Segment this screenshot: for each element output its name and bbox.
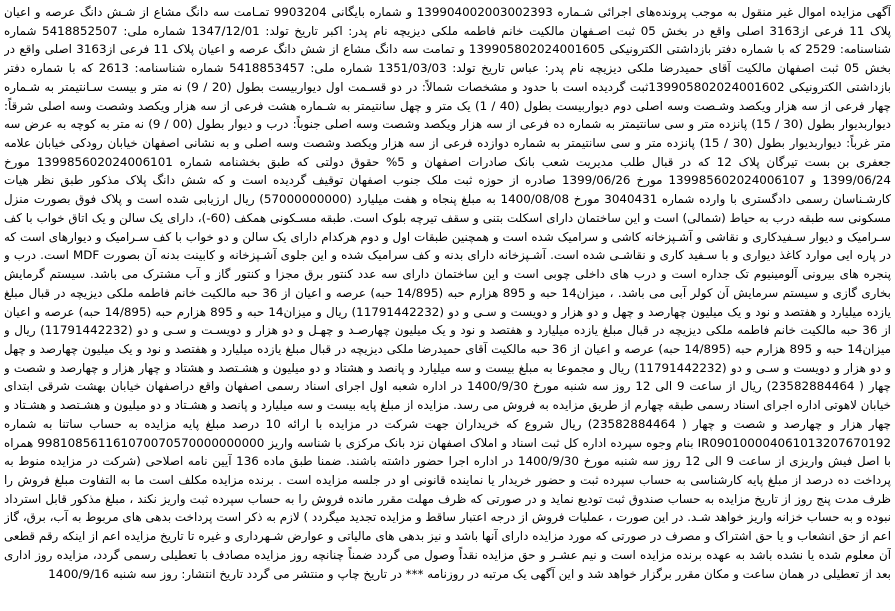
auction-notice-text: آگهی مزایده اموال غیر منقول به موجب پرونده‌های اجرائی شـماره 139904002003002393 و شماره بایگانی 9903204 تمـامت سه دانگ مشاع از شـش دانگ عرصه و اعیان پلاک 11 فرعی از3163 اصلی واقع در بخش 05 ثبت اصـفهان مالکیت خانم فاطمه ملکی دیزیچه نام پدر: اکبر تاریخ تولد: 1347/12/01 شماره ملی: 5418852507 شماره شناسنامه: 2529 که با شماره دفتر بازداشتی الکترونیکی 139905802024001605 و تمامت سه دانگ مشاع از شش دانگ عرصه و اعیان پلاک 11 فرعی از3163 اصلی واقع در بخش 05 ثبت اصفهان مالکیت آقای حمیدرضا ملکی دیزیچه نام پدر: عباس تاریخ تولد: 1351/03/03 شماره ملی: 5418853457 شماره شناسنامه: 2613 که با شماره دفتر بازداشتی الکترونیکی 139905802024001602ثبت گردیده است با حدود و مشخصات شمالاً: در دو قسـمت اول دیواربیست بطول (20 / 9) نه متر و بیست سـانتیمتر به شـماره چهار فرعی از سه هزار ویکصد وشـصت وسه اصلی دوم دیواربیست بطول (40 / 1) یک متر و چهل سانتیمتر به شـماره هشت فرعی از سه هزار ویکصد وشصت وسه اصلی شرقاً: دیواربدیوار بطول (30 / 15) پانزده متر و سی سانتیمتر به شماره ده فرعی از سه هزار ویکصد وشصت وسه اصلی جنوباً: درب و دیوار بطول (00 / 9) نه متر به کوچه به عرض سه متر غرباً: دیواربدیوار بطول (30 / 15) پانزده متر و سی سانتیمتر به شماره دوازده فرعی از سه هزار ویکصد وشصت وسه اصلی و به نشانی اصفهان خیابان رودکی خیابان علامه جعفری بن بست تیرگان پلاک 12 که در قبال طلب مدیریت شعب بانک صادرات اصفهان و 5% حقوق دولتی که طبق بخشنامه شماره 139985602024006101 مورخ 1399/06/24 و 139985602024006107 مورخ 1399/06/26 صادره از حوزه ثبت ملک جنوب اصفهان توقیف گردیده است و که شش دانگ پلاک مذکور طبق نظر هیات کارشـناسان رسمی دادگستری با وارده شماره 3040431 مورخ 1400/08/08 به مبلغ پنجاه و هفت میلیارد (57000000000) ریال ارزیابی شده است و پلاک فوق بصورت منزل مسکونی سه طبقه درب به حیاط (شمالی) است و این ساختمان دارای اسکلت بتنی و سقف تیرچه بلوک است. طبقه مسـکونی همکف (60-)، دارای یک سالن و یک اتاق خواب با کف سـرامیک و دیوار سـفیدکاری و نقاشی و آشـپزخانه کاشی و سرامیک شده است و همچنین طبقات اول و دوم هرکدام دارای یک سالن و دو خواب با کف سـرامیک و دیوارهای است که در پاره ایی موارد کاغذ دیواری و با سـفید کاری و نقاشـی شده است. آشـپزخانه دارای بدنه و کف سرامیک شده و این جلوی آشـپزخانه و کابینت بدنه آن بصورت MDF است. درب و پنجره های بیرونی آلومینیوم تک جداره است و درب های داخلی چوبی است و این ساختمان دارای سه عدد کنتور برق مجزا و کنتور گاز و آب مشترک می باشد. سیستم گرمایش بخاری گازی و سیستم سرمایش آن کولر آبی می باشد. ، میزان14 حبه و 895 هزارم حبه (14/895 حبه) عرصه و اعیان از 36 حبه مالکیت خانم فاطمه ملکی دیزیچه در قبال مبلغ یازده میلیارد و هفتصد و نود و یک میلیون چهارصد و چهل و دو هزار و دویست و سـی و دو (11791442232) ریال و میزان14 حبه و 895 هزارم حبه (14/895 حبه) عرصه و اعیان از 36 حبه مالکیت خانم فاطمه ملکی دیزیچه در قبال مبلغ یازده میلیارد و هفتصد و نود و یک میلیون چهارصـد و چهـل و دو هزار و دویسـت و سـی و دو (11791442232) ریال و میزان14 حبه و 895 هزارم حبه (14/895 حبه) عرصه و اعیان از 36 حبه مالکیت آقای حمیدرضا ملکی دیزیچه در قبال مبلغ یازده میلیارد و هفتصد و نود و یک میلیون چهارصد و چهل و دو هزار و دویست و سـی و دو (11791442232) ریال و مجموعا به مبلغ بیست و سه میلیارد و پانصد و هشتاد و دو میلیون و هشـتصد و هشتاد و چهار هزار و چهارصد و شصت و چهار ( 23582884464) ریال از ساعت 9 الی 12 روز سه شنبه مورخ 1400/9/30 در اداره شعبه اول اجرای اسناد رسمی اصفهان واقع دراصفهان خیابان بهشت شرقی ابتدای خیابان لاهوتی اداره اجرای اسناد رسمی طبقه چهارم از طریق مزایده به فروش می رسد. مزایده از مبلغ پایه بیست و سه میلیارد و پانصد و هشـتاد و دو میلیون و هشـتصد و هشـتاد و چهار هزار و چهارصد و شصت و چهار ( 23582884464) ریال شروع که خریداران جهت شرکت در مزایده با ارائه 10 درصد مبلغ پایه مزایده به حساب ساتنا به شماره IR090100004061013207670192 بنام وجوه سپرده اداره کل ثبت اسناد و املاک اصفهان نزد بانک مرکزی با شناسه واریز 998108561161070070570000000000 همراه با اصل فیش واریزی از ساعت 9 الی 12 روز سه شنبه مورخ 1400/9/30 در اداره اجرا حضور داشته باشند. ضمنا طبق ماده 136 آیین نامه اصلاحی (شرکت در مزایده منوط به پرداخت ده درصد از مبلغ پایه کارشناسی به حساب سپرده ثبت و حضور خریدار یا نماینده قانونی او در جلسه مزایده است . برنده مزایده مکلف است ما به التفاوت مبلغ فروش را ظرف مدت پنج روز از تاریخ مزایده به حساب صندوق ثبت تودیع نماید و در صورتی که ظرف مهلت مقرر مانده فروش را به حساب سپرده ثبت واریز نکند ، مبلغ مذکور قابل استرداد نبوده و به حساب خزانه واریز خواهد شـد. در این صورت ، عملیات فروش از درجه اعتبار ساقط و مزایده تجدید میگردد ) لازم به ذکر است پرداخت بدهی های مربوط به آب، برق، گاز اعم از حق انشعاب و یا حق اشتراک و مصرف در صورتی که مورد مزایده دارای آنها باشد و نیز بدهی های مالیاتی و عوارض شـهرداری و غیره تا تاریخ مزایده اعم از اینکه رقم قطعی آن معلوم شده یا نشده باشد به عهده برنده مزایده است و نیم عشـر و حق مزایده نقداً وصول می گردد ضمناً چنانچه روز مزایده مصادف با تعطیلی رسمی گردد، مزایده روز اداری بعد از تعطیلی در همان ساعت و مکان مقرر برگزار خواهد شد و این آگهی یک مرتبه در روزنامه *** در تاریخ چاپ و منتشر می گردد تاریخ انتشار: روز سه شنبه 1400/9/16 (4, 5, 891, 581)
